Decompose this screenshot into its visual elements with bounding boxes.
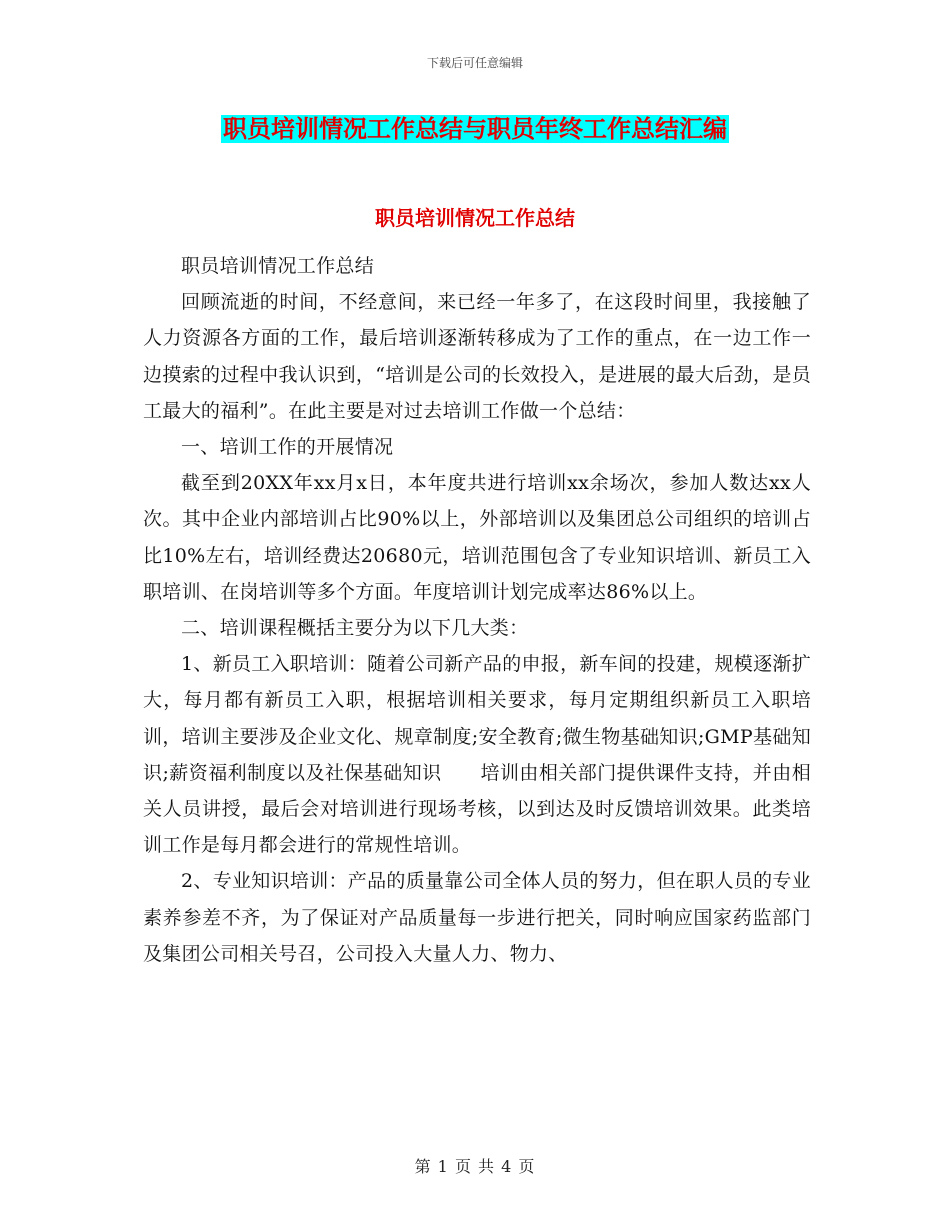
paragraph-section-one-heading: 一、培训工作的开展情况 <box>181 436 394 459</box>
header-note: 下载后可任意编辑 <box>426 56 523 70</box>
document-title <box>0 112 950 146</box>
paragraph-item-two: 2、专业知识培训：产品的质量靠公司全体人员的努力，但在职人员的专业素养参差不齐，为了保证对产品质量每一步进行把关，同时响应国家药监部门及集团公司相关号召，公司投入大量人力、物力、 <box>143 870 811 965</box>
paragraph-section-one: 截至到20XX年xx月x日，本年度共进行培训xx余场次，参加人数达xx人次。其中企业内部培训占比90%以上，外部培训以及集团总公司组织的培训占比10%左右，培训经费达20680元，培训范围包含了专业知识培训、新员工入职培训、在岗培训等多个方面。年度培训计划完成率达86%以上。 <box>143 472 811 603</box>
paragraph-intro: 回顾流逝的时间，不经意间，来已经一年多了，在这段时间里，我接触了人力资源各方面的工作，最后培训逐渐转移成为了工作的重点，在一边工作一边摸索的过程中我认识到，“培训是公司的长效投入，是进展的最大后劲，是员工最大的福利”。在此主要是对过去培训工作做一个总结： <box>143 291 811 422</box>
paragraph-heading: 职员培训情况工作总结 <box>181 255 375 277</box>
document-body <box>143 248 811 972</box>
page-number: 第 1 页 共 4 页 <box>414 1157 536 1176</box>
section-title: 职员培训情况工作总结 <box>375 206 575 230</box>
document-title-text: 职员培训情况工作总结与职员年终工作总结汇编 <box>223 115 727 143</box>
paragraph-item-one: 1、新员工入职培训：随着公司新产品的申报，新车间的投建，规模逐渐扩大，每月都有新员工入职，根据培训相关要求，每月定期组织新员工入职培训，培训主要涉及企业文化、规章制度;安全教育;微生物基础知识;GMP基础知识;薪资福利制度以及社保基础知识 培训由相关部门提供课件支持，并由相关人员讲授，最后会对培训进行现场考核，以到达及时反馈培训效果。此类培训工作是每月都会进行的常规性培训。 <box>143 653 811 857</box>
paragraph-section-two-heading: 二、培训课程概括主要分为以下几大类： <box>181 617 529 640</box>
